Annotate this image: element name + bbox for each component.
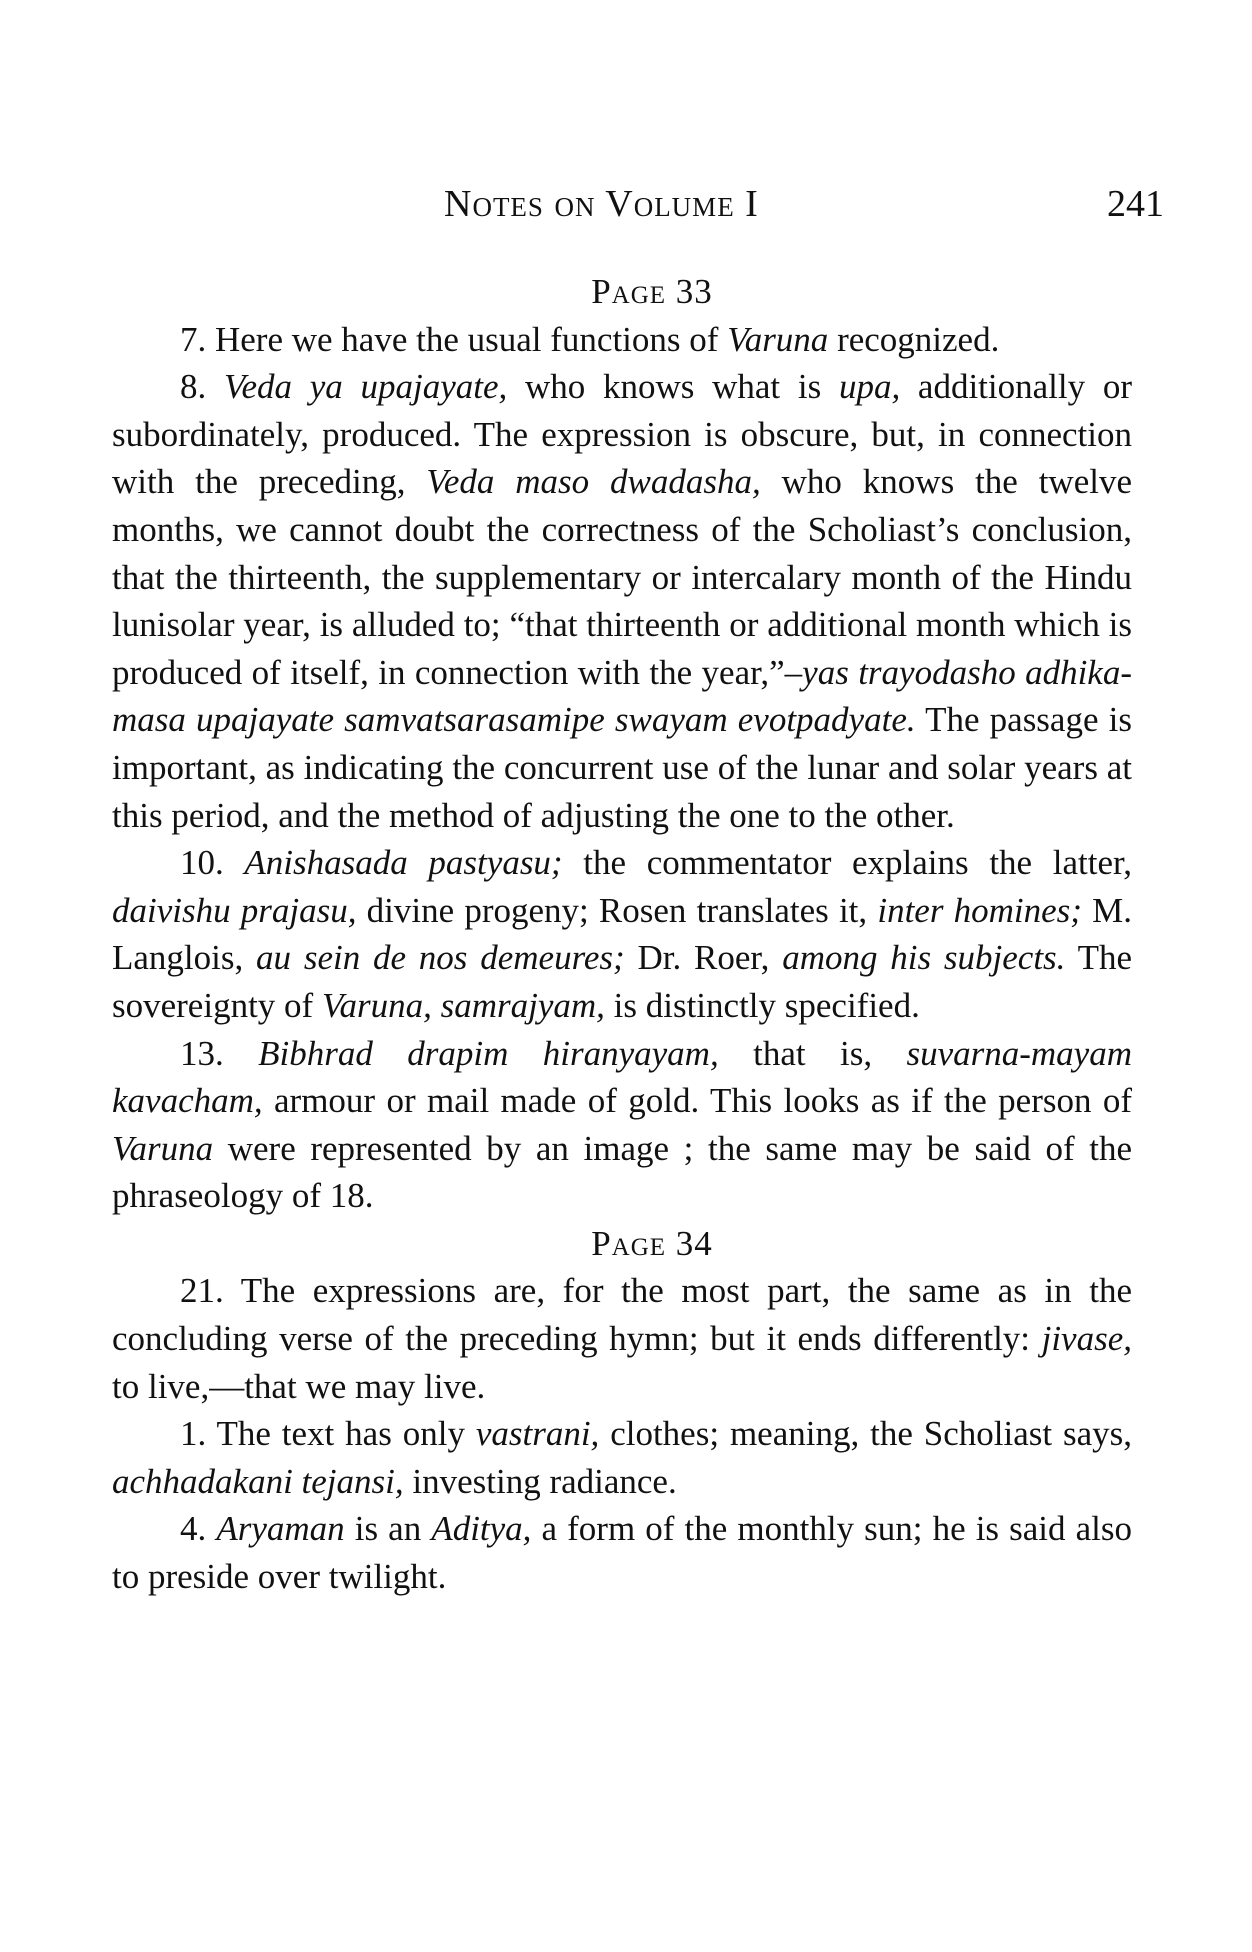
note-italic: yas trayodasho adhika-masa upajayate samvatsarasamipe swayam evotpadyate.	[112, 652, 1132, 740]
note-italic: daivishu prajasu,	[112, 890, 357, 930]
note-italic: Varuna	[112, 1128, 214, 1168]
note-text: investing radiance.	[403, 1461, 677, 1501]
note-number: 21.	[180, 1271, 224, 1311]
note-text: were represented by an image ; the same may be said of the phraseology of 18.	[112, 1128, 1132, 1216]
note-italic: Aditya,	[431, 1509, 532, 1549]
note-italic: au sein de nos demeures;	[256, 938, 625, 978]
note-1	[112, 1410, 1132, 1505]
note-text: divine progeny; Rosen translates it,	[356, 890, 878, 930]
note-italic: Aryaman	[216, 1509, 345, 1549]
note-italic: Veda maso dwadasha,	[426, 462, 761, 502]
note-italic: jivase,	[1041, 1319, 1132, 1359]
note-italic: Varuna	[727, 319, 829, 359]
note-text: armour or mail made of gold. This looks as if the person of	[262, 1081, 1132, 1121]
note-13	[112, 1030, 1132, 1220]
note-text: recognized.	[828, 319, 1000, 359]
note-text: M. Langlois,	[112, 890, 1132, 978]
note-italic: Varuna, samrajyam,	[321, 985, 605, 1025]
note-italic: inter homines;	[877, 890, 1082, 930]
note-number: 8.	[180, 367, 207, 407]
note-number: 10.	[180, 843, 224, 883]
note-text: who knows what is	[507, 367, 839, 407]
note-italic: Bibhrad drapim hiranyayam,	[258, 1033, 719, 1073]
note-number: 7.	[180, 319, 207, 359]
note-italic: Anishasada pastyasu;	[244, 843, 563, 883]
note-text: Dr. Roer,	[624, 938, 783, 978]
page-body	[112, 268, 1132, 1601]
note-text: additionally or subordinately, produced. The expression is obscure, but, in connection with the preceding,	[112, 367, 1132, 502]
section-heading-page-34: Page 34	[591, 1223, 713, 1263]
note-text: who knows the twelve months, we cannot doubt the correctness of the Scholiast’s conclusion, that the thirteenth, the supplementary or intercalary month of the Hindu lunisolar year, is alluded to; “that thirteenth or additional month which is produced of itself, in connection with the year,”–	[112, 462, 1132, 692]
note-7	[112, 316, 1132, 364]
note-italic: among his subjects.	[782, 938, 1066, 978]
note-text: The text has only	[206, 1414, 476, 1454]
note-text: The expressions are, for the most part, the same as in the concluding verse of the preceding hymn; but it ends differently:	[112, 1271, 1132, 1359]
note-italic: upa,	[838, 367, 901, 407]
page-header	[444, 182, 1164, 242]
note-italic: Veda ya upajayate,	[223, 367, 508, 407]
note-21	[112, 1267, 1132, 1410]
note-italic: achhadakani tejansi,	[112, 1461, 404, 1501]
note-text: clothes; meaning, the Scholiast says,	[599, 1414, 1132, 1454]
note-text: The passage is important, as indicating the concurrent use of the lunar and solar years at this period, and the method of adjusting the one to the other.	[112, 700, 1132, 835]
note-10	[112, 839, 1132, 1029]
note-text: to live,—that we may live.	[112, 1366, 486, 1406]
note-4	[112, 1505, 1132, 1600]
note-8	[112, 363, 1132, 839]
section-heading-page-33: Page 33	[591, 272, 713, 311]
note-text: is distinctly specified.	[604, 985, 920, 1025]
note-text: the commentator explains the latter,	[562, 843, 1132, 883]
note-text: Here we have the usual functions of	[206, 319, 728, 359]
note-text: The sovereignty of	[112, 938, 1132, 1025]
note-text: that is,	[718, 1033, 907, 1073]
page-number: 241	[1107, 183, 1164, 225]
note-number: 1.	[180, 1414, 207, 1454]
note-text: a form of the monthly sun; he is said also to preside over twilight.	[112, 1509, 1132, 1597]
note-italic: vastrani,	[475, 1414, 600, 1454]
running-title: Notes on Volume I	[444, 183, 759, 225]
note-text: is an	[344, 1509, 432, 1549]
note-number: 13.	[180, 1033, 224, 1073]
note-italic: suvarna-mayam kavacham,	[112, 1033, 1132, 1121]
note-number: 4.	[180, 1509, 207, 1549]
